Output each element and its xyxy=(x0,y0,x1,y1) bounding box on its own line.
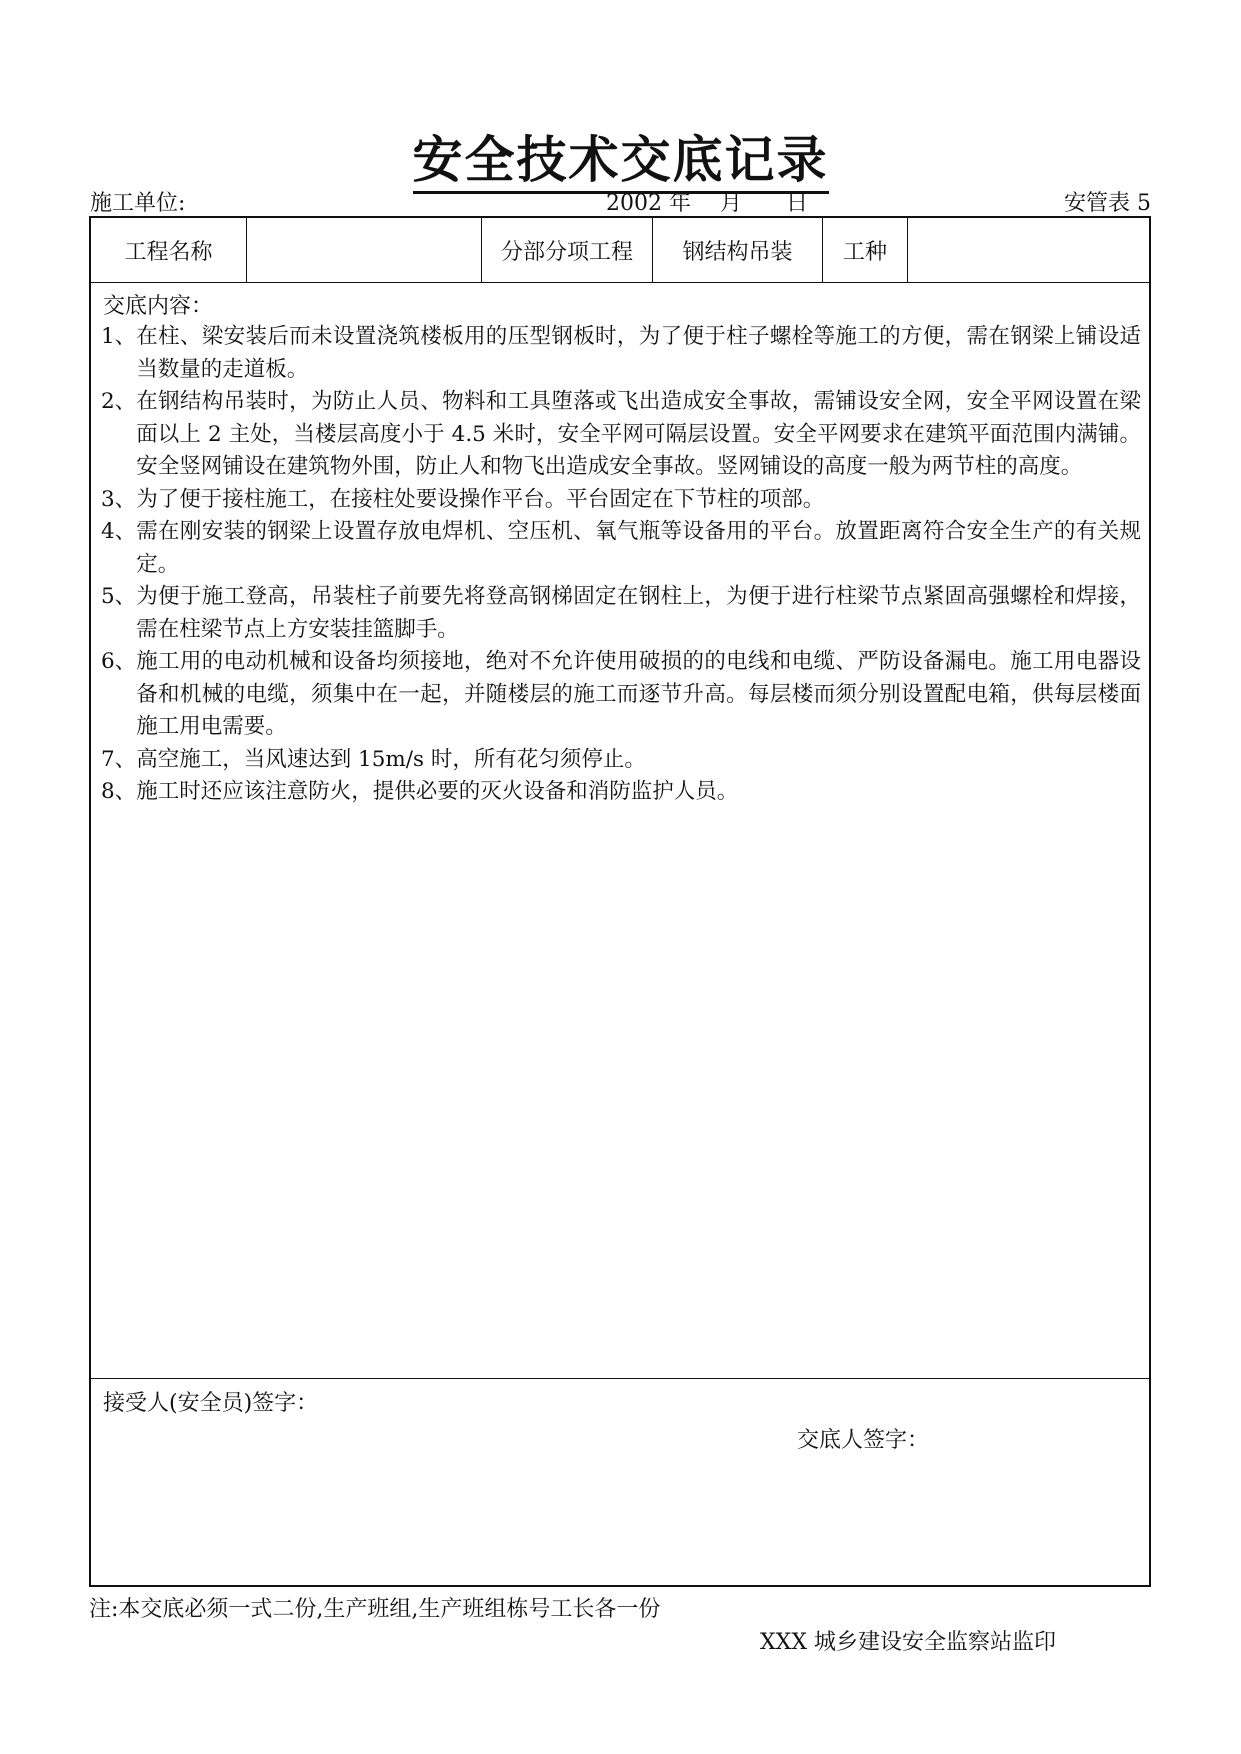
item-number: 8、 xyxy=(101,779,137,804)
item-text: 施工用的电动机械和设备均须接地，绝对不允许使用破损的的电线和电缆、严防设备漏电。施工用电器设备和机械的电缆，须集中在一起，并随楼层的施工而逐节升高。每层楼而须分别设置配电箱，供每层楼面施工用电需要。 xyxy=(136,649,1141,739)
content-label: 交底内容： xyxy=(103,294,214,319)
item-number: 3、 xyxy=(101,486,137,512)
construction-unit-label: 施工单位: xyxy=(90,191,186,216)
item-text: 在柱、梁安装后而未设置浇筑楼板用的压型钢板时，为了便于柱子螺栓等施工的方便，需在钢梁上铺设适当数量的走道板。 xyxy=(136,324,1141,382)
receiver-signature-label: 接受人(安全员)签字： xyxy=(103,1391,319,1416)
trade-label: 工种 xyxy=(823,218,908,282)
item-text: 需在刚安装的钢梁上设置存放电焊机、空压机、氧气瓶等设备用的平台。放置距离符合安全生产的有关规定。 xyxy=(136,519,1141,577)
content-item xyxy=(101,581,1141,646)
item-number: 1、 xyxy=(101,324,137,349)
content-item xyxy=(101,516,1141,581)
content-items xyxy=(101,321,1141,809)
item-text: 为便于施工登高，吊装柱子前要先将登高钢梯固定在钢柱上，为便于进行柱梁节点紧固高强螺栓和焊接，需在柱梁节点上方安装挂篮脚手。 xyxy=(136,584,1141,642)
discloser-signature-label: 交底人签字： xyxy=(797,1428,930,1453)
trade-value xyxy=(908,218,1149,282)
item-text: 在钢结构吊装时，为防止人员、物料和工具堕落或飞出造成安全事故，需铺设安全网，安全平网设置在梁面以上 2 主处，当楼层高度小于 4.5 米时，安全平网可隔层设置。安全平网要求在建筑平面范围内满铺。安全竖网铺设在建筑物外围，防止人和物飞出造成安全事故。竖网铺设的高度一般为两节柱的高度。 xyxy=(136,389,1141,479)
project-name-label: 工程名称 xyxy=(91,218,247,282)
record-table xyxy=(89,216,1151,1587)
project-name-value xyxy=(247,218,482,282)
document-title-text: 安全技术交底记录 xyxy=(413,130,829,194)
content-item xyxy=(101,484,1141,517)
content-item xyxy=(101,321,1141,386)
form-number: 安管表 5 xyxy=(1064,191,1151,216)
document-title xyxy=(0,120,1241,192)
item-number: 5、 xyxy=(101,584,137,609)
item-number: 4、 xyxy=(101,519,137,544)
item-text: 为了便于接柱施工，在接柱处要设操作平台。平台固定在下节柱的项部。 xyxy=(136,486,825,512)
sub-project-label: 分部分项工程 xyxy=(482,218,653,282)
item-number: 2、 xyxy=(101,389,137,414)
content-item xyxy=(101,646,1141,744)
date-text: 2002 年 月 日 xyxy=(606,191,808,216)
item-text: 高空施工，当风速达到 15m/s 时，所有花匀须停止。 xyxy=(136,746,646,772)
item-number: 6、 xyxy=(101,649,137,674)
sub-project-value: 钢结构吊装 xyxy=(653,218,823,282)
item-number: 7、 xyxy=(101,746,137,772)
content-item xyxy=(101,776,1141,809)
content-item xyxy=(101,386,1141,484)
content-item xyxy=(101,744,1141,777)
supervision-stamp-text: XXX 城乡建设安全监察站监印 xyxy=(760,1630,1056,1655)
item-text: 施工时还应该注意防火，提供必要的灭火设备和消防监护人员。 xyxy=(136,779,739,804)
header-row xyxy=(91,218,1149,283)
footer-note: 注:本交底必须一式二份,生产班组,生产班组栋号工长各一份 xyxy=(89,1597,661,1622)
